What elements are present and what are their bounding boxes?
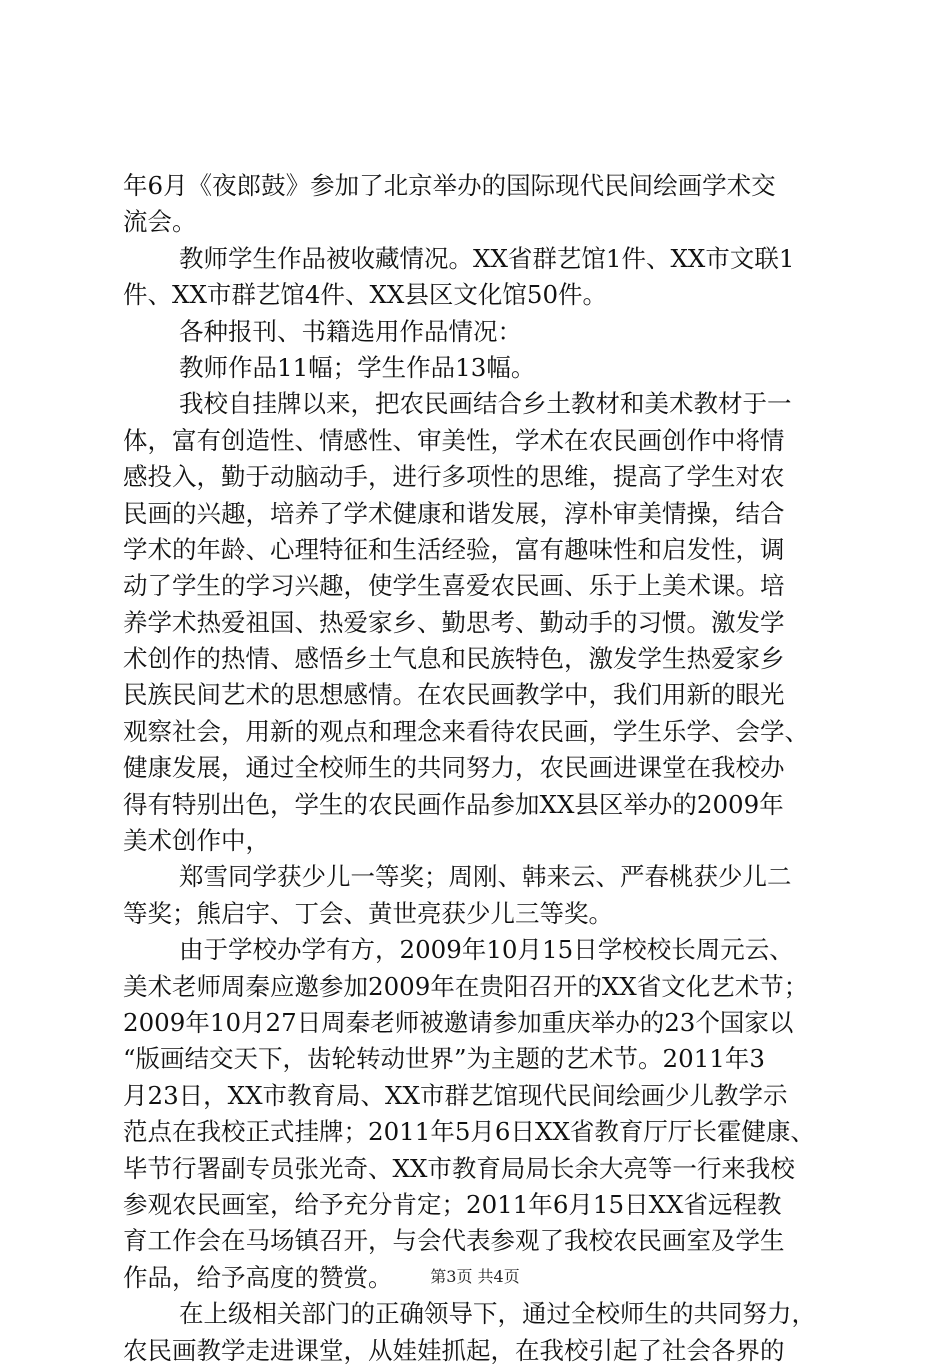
text-line: 美术创作中，: [123, 826, 270, 856]
text-line: 民族民间艺术的思想感情。在农民画教学中，我们用新的眼光: [123, 680, 785, 710]
text-line: 等奖；熊启宇、丁会、黄世亮获少儿三等奖。: [123, 898, 613, 928]
text-line: 养学术热爱祖国、热爱家乡、勤思考、勤动手的习惯。激发学: [123, 607, 785, 637]
text-line: 育工作会在马场镇召开，与会代表参观了我校农民画室及学生: [123, 1226, 785, 1256]
text-line: 2009年10月27日周秦老师被邀请参加重庆举办的23个国家以: [123, 1007, 794, 1037]
text-line: 范点在我校正式挂牌；2011年5月6日XX省教育厅厅长霍健康、: [123, 1117, 815, 1147]
text-line: 毕节行署副专员张光奇、XX市教育局局长余大亮等一行来我校: [123, 1153, 795, 1183]
document-body: [123, 168, 828, 1369]
text-line: 流会。: [123, 207, 197, 237]
text-line: 民画的兴趣，培养了学术健康和谐发展，淳朴审美情操，结合: [123, 498, 785, 528]
text-line: 我校自挂牌以来，把农民画结合乡土教材和美术教材于一: [179, 389, 792, 419]
text-line: 月23日，XX市教育局、XX市群艺馆现代民间绘画少儿教学示: [123, 1080, 788, 1110]
text-line: 件、XX市群艺馆4件、XX县区文化馆50件。: [123, 280, 608, 310]
text-line: 术创作的热情、感悟乡土气息和民族特色，激发学生热爱家乡: [123, 644, 785, 674]
text-line: 作品，给予高度的赞赏。: [123, 1262, 393, 1292]
text-line: 美术老师周秦应邀参加2009年在贵阳召开的XX省文化艺术节；: [123, 971, 809, 1001]
text-line: 农民画教学走进课堂，从娃娃抓起，在我校引起了社会各界的: [123, 1335, 785, 1365]
text-line: 体，富有创造性、情感性、审美性，学术在农民画创作中将情: [123, 425, 785, 455]
text-line: 观察社会，用新的观点和理念来看待农民画，学生乐学、会学、: [123, 716, 809, 746]
text-line: 参观农民画室，给予充分肯定；2011年6月15日XX省远程教: [123, 1189, 782, 1219]
text-line: 郑雪同学获少儿一等奖；周刚、韩来云、严春桃获少儿二: [179, 862, 792, 892]
text-line: 感投入，勤于动脑动手，进行多项性的思维，提高了学生对农: [123, 462, 785, 492]
page-footer: 第3页 共4页: [430, 1267, 520, 1286]
text-line: 教师作品11幅；学生作品13幅。: [179, 352, 536, 382]
text-line: 由于学校办学有方，2009年10月15日学校校长周元云、: [179, 935, 794, 965]
text-line: 得有特别出色，学生的农民画作品参加XX县区举办的2009年: [123, 789, 784, 819]
text-line: 年6月《夜郎鼓》参加了北京举办的国际现代民间绘画学术交: [123, 171, 776, 200]
text-line: 教师学生作品被收藏情况。XX省群艺馆1件、XX市文联1: [179, 243, 795, 273]
text-line: 动了学生的学习兴趣，使学生喜爱农民画、乐于上美术课。培: [123, 571, 785, 601]
text-line: 各种报刊、书籍选用作品情况：: [179, 316, 522, 346]
text-line: “版画结交天下，齿轮转动世界”为主题的艺术节。2011年3: [123, 1044, 765, 1074]
text-line: 学术的年龄、心理特征和生活经验，富有趣味性和启发性，调: [123, 534, 785, 564]
text-line: 在上级相关部门的正确领导下，通过全校师生的共同努力，: [179, 1299, 816, 1329]
text-line: 健康发展，通过全校师生的共同努力，农民画进课堂在我校办: [123, 753, 785, 783]
